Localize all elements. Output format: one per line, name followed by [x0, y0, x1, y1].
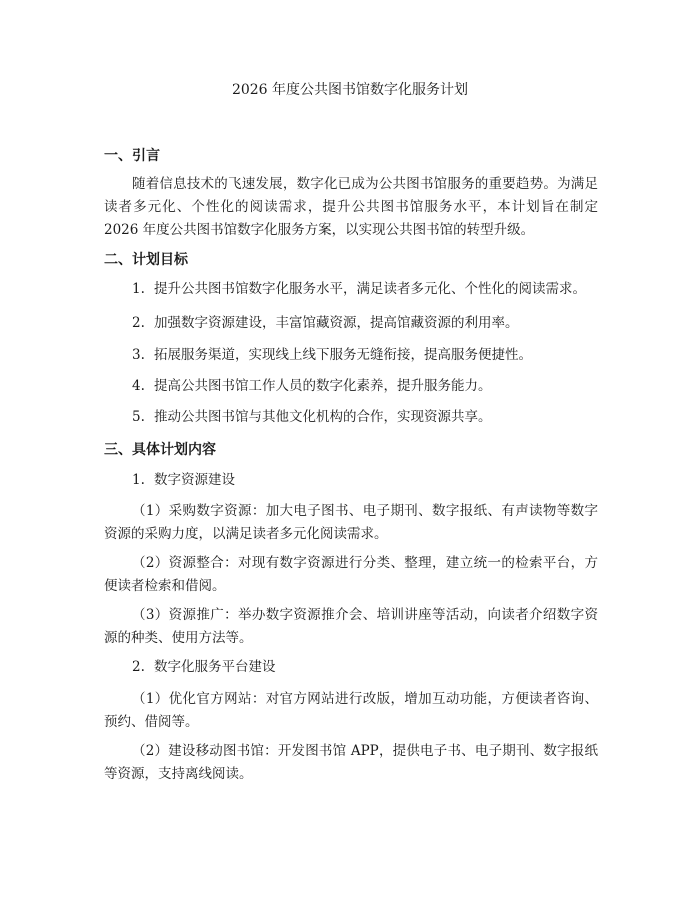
subsection-number: 1. — [132, 472, 145, 488]
plan-paragraph-website: （1）优化官方网站：对官方网站进行改版，增加互动功能，方便读者咨询、预约、借阅等。 — [104, 691, 598, 730]
plan-paragraph-mobile-library: （2）建设移动图书馆：开发图书馆 APP，提供电子书、电子期刊、数字报纸等资源，支持离线阅读。 — [104, 743, 598, 782]
goal-text: 提高公共图书馆工作人员的数字化素养，提升服务能力。 — [154, 378, 492, 394]
subsection-title-service-platform — [132, 657, 602, 677]
goal-text: 提升公共图书馆数字化服务水平，满足读者多元化、个性化的阅读需求。 — [154, 281, 586, 297]
section-heading-plan-content: 三、具体计划内容 — [104, 442, 216, 458]
goal-number: 4. — [132, 378, 145, 394]
section-heading-goals: 二、计划目标 — [104, 252, 188, 268]
plan-paragraph-procurement: （1）采购数字资源：加大电子图书、电子期刊、数字报纸、有声读物等数字资源的采购力度，以满足读者多元化阅读需求。 — [104, 503, 598, 542]
goal-item — [132, 376, 602, 396]
goal-text: 推动公共图书馆与其他文化机构的合作，实现资源共享。 — [154, 409, 492, 425]
goal-item — [132, 313, 602, 333]
section-heading-introduction: 一、引言 — [104, 148, 160, 164]
subsection-text: 数字化服务平台建设 — [154, 659, 276, 675]
goal-item — [132, 345, 602, 365]
goal-number: 5. — [132, 409, 145, 425]
goal-item — [132, 279, 602, 299]
document-title: 2026 年度公共图书馆数字化服务计划 — [231, 82, 469, 98]
subsection-title-digital-resources — [132, 470, 602, 490]
plan-paragraph-integration: （2）资源整合：对现有数字资源进行分类、整理，建立统一的检索平台，方便读者检索和借阅。 — [104, 555, 598, 594]
goal-number: 2. — [132, 315, 145, 331]
goal-number: 3. — [132, 347, 145, 363]
subsection-text: 数字资源建设 — [154, 472, 235, 488]
introduction-paragraph: 随着信息技术的飞速发展，数字化已成为公共图书馆服务的重要趋势。为满足读者多元化、个性化的阅读需求，提升公共图书馆服务水平，本计划旨在制定 2026 年度公共图书馆数字化服务方案，以实现公共图书馆的转型升级。 — [104, 176, 598, 238]
goal-item — [132, 407, 602, 427]
goal-text: 加强数字资源建设，丰富馆藏资源，提高馆藏资源的利用率。 — [154, 315, 519, 331]
goal-text: 拓展服务渠道，实现线上线下服务无缝衔接，提高服务便捷性。 — [154, 347, 532, 363]
goal-number: 1. — [132, 281, 145, 297]
plan-paragraph-promotion: （3）资源推广：举办数字资源推介会、培训讲座等活动，向读者介绍数字资源的种类、使用方法等。 — [104, 607, 598, 646]
subsection-number: 2. — [132, 659, 145, 675]
